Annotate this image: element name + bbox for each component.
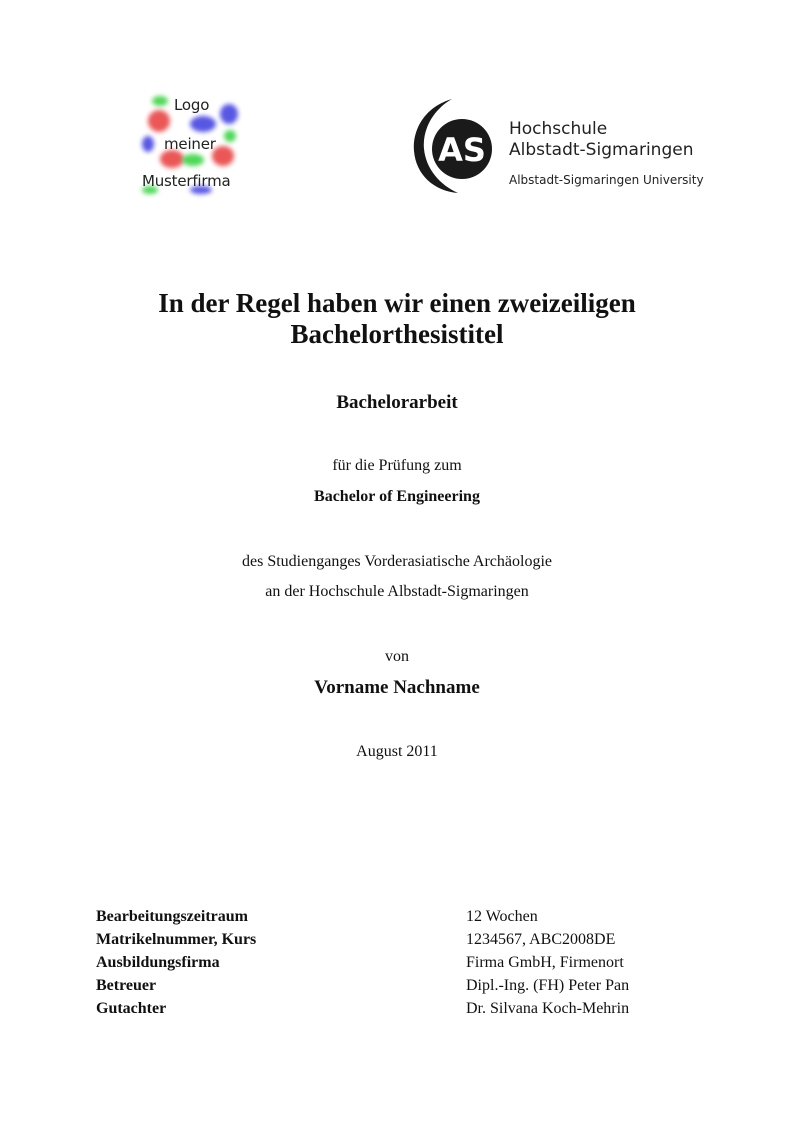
document-type: Bachelorarbeit [336,392,458,413]
logo-blob [190,116,216,132]
submission-date: August 2011 [356,743,438,760]
info-value: 1234567, ABC2008DE [466,931,616,948]
info-row [96,974,656,997]
company-logo-word: Logo [174,96,210,114]
university-subtitle: Albstadt-Sigmaringen University [509,173,704,187]
university-name-line1: Hochschule [509,119,608,139]
thesis-info-table [96,905,656,1020]
info-value: 12 Wochen [466,908,538,925]
info-row [96,951,656,974]
program-line1: des Studienganges Vorderasiatische Archäologie [242,553,552,570]
company-logo-word: meiner [164,135,216,153]
university-logo [412,97,712,197]
info-row [96,997,656,1020]
university-emblem-icon [412,97,496,193]
info-value: Firma GmbH, Firmenort [466,954,624,971]
degree: Bachelor of Engineering [314,488,480,505]
info-row [96,905,656,928]
thesis-title-line2: Bachelorthesistitel [290,319,504,349]
thesis-title [0,288,794,350]
logo-blob [152,96,168,106]
info-row [96,928,656,951]
info-label: Betreuer [96,977,157,994]
info-value: Dr. Silvana Koch-Mehrin [466,1000,630,1017]
svg-text:AS: AS [438,131,486,169]
logo-blob [148,110,170,132]
by-label: von [385,648,409,665]
exam-prefix: für die Prüfung zum [332,457,462,474]
logo-blob [224,130,236,142]
company-logo-word: Musterfirma [142,172,231,190]
program-line2: an der Hochschule Albstadt-Sigmaringen [265,583,529,600]
logo-blob [220,104,238,124]
info-label: Bearbeitungszeitraum [96,908,248,925]
logo-blob [142,136,154,152]
company-logo [138,92,248,197]
thesis-title-line1: In der Regel haben wir einen zweizeiligen [158,288,636,318]
university-name-line2: Albstadt-Sigmaringen [509,140,694,160]
info-label: Gutachter [96,1000,167,1017]
author-name: Vorname Nachname [314,677,480,698]
info-label: Matrikelnummer, Kurs [96,931,257,948]
info-value: Dipl.-Ing. (FH) Peter Pan [466,977,630,994]
logo-blob [182,154,204,166]
info-label: Ausbildungsfirma [96,954,220,971]
